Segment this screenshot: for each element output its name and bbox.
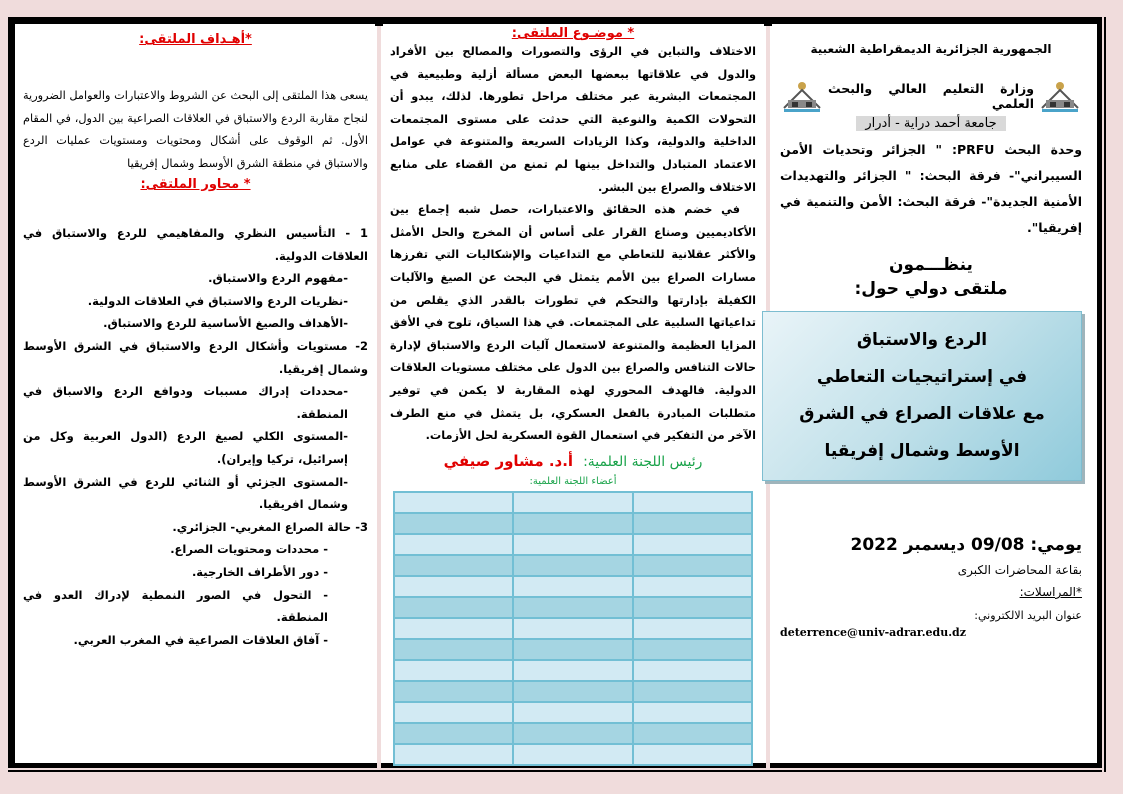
committee-chair-label: رئيس اللجنة العلمية: bbox=[583, 453, 703, 470]
members-table-cell bbox=[633, 702, 752, 723]
column-separator bbox=[377, 24, 381, 768]
left-panel bbox=[15, 24, 376, 763]
members-table-row bbox=[394, 723, 752, 744]
members-table-cell bbox=[394, 681, 513, 702]
column-separator-tick bbox=[375, 24, 383, 26]
members-table-cell bbox=[633, 513, 752, 534]
members-table-cell bbox=[394, 618, 513, 639]
topic-paragraph-2: في خضم هذه الحقائق والاعتبارات، حصل شبه إجماع بين الأكاديميين وصناع القرار على أساس أن المخرج والحل الأمثل والأكثر عقلانية للتعاطي مع التداعيات والإشكاليات التي تفرزها مسارات الصراع بين الأمم يتمثل في البحث عن الصيغ والآليات الكفيلة بإدارتها والتحكم في تطورات بالقدر الذي يقلص من تداعياتها السلبية على المجتمعات. في هذا السياق، تلوح في الأفق المزايا العظيمة والمتنوعة لاستعمال آليات الردع والاستباق لإدارة حالات التنافس والصراع بين الدول على مختلف مستويات العلاقات الدولية. فالهدف المحوري لهذه المقاربة لا يكمن في توفير متطلبات المبادرة بالفعل العسكري، بل يتمثل في منع الطرف الآخر من التفكير في استعمال القوة العسكرية لحل الأزمات. bbox=[390, 203, 756, 443]
contact-email[interactable]: deterrence@univ-adrar.edu.dz bbox=[780, 626, 966, 639]
members-table-row bbox=[394, 681, 752, 702]
members-table-cell bbox=[633, 723, 752, 744]
members-table-cell bbox=[633, 597, 752, 618]
conference-venue: بقاعة المحاضرات الكبرى bbox=[957, 563, 1082, 577]
members-table-cell bbox=[633, 576, 752, 597]
axis-item: -محددات إدراك مسببات ودوافع الردع والاسباق في المنطقة. bbox=[23, 384, 348, 421]
members-table-cell bbox=[394, 534, 513, 555]
objectives-text: يسعى هذا الملتقى إلى البحث عن الشروط والاعتبارات والعوامل الضرورية لنجاح مقاربة الردع والاستباق في العلاقات الصراعية بين الدول، في المقام الأول. ثم الوقوف على أشكال ومحتويات ومستويات عمليات الردع والاستباق في منطقة الشرق الأوسط وشمال إفريقيا bbox=[23, 89, 368, 170]
members-table-cell bbox=[513, 597, 632, 618]
members-table-cell bbox=[633, 681, 752, 702]
members-table-cell bbox=[394, 492, 513, 513]
members-table-cell bbox=[633, 660, 752, 681]
axis-item: - محددات ومحتويات الصراع. bbox=[170, 542, 328, 557]
members-table-row bbox=[394, 597, 752, 618]
conference-title-box bbox=[762, 311, 1082, 481]
members-table-cell bbox=[394, 723, 513, 744]
members-table-cell bbox=[513, 618, 632, 639]
axis-item: 2- مستويات وأشكال الردع والاستباق في الشرق الأوسط وشمال إفريقيا. bbox=[23, 338, 368, 376]
conference-title-line: في إستراتيجيات التعاطي bbox=[816, 367, 1028, 387]
conference-date: يومي: 09/08 ديسمبر 2022 bbox=[850, 535, 1082, 555]
members-table-cell bbox=[394, 597, 513, 618]
members-table-cell bbox=[394, 555, 513, 576]
members-table-cell bbox=[394, 576, 513, 597]
members-table-cell bbox=[394, 744, 513, 765]
members-table-row bbox=[394, 660, 752, 681]
members-table-cell bbox=[513, 723, 632, 744]
topic-heading: * موضـوع الملتقى: bbox=[511, 26, 635, 41]
axes-list bbox=[23, 222, 368, 651]
axis-item: - دور الأطراف الخارجية. bbox=[191, 564, 328, 579]
topic-paragraph-1: الاختلاف والتباين في الرؤى والتصورات والمصالح بين الأفراد والدول في علاقاتها ببعضها البعض مسألة أزلية وطبيعية في المجتمعات البشرية عبر مختلف مراحل تطورها. لذلك، يبدو أن التحولات الكمية والنوعية التي حدثت على مستوى المجتمعات الداخلية والدولية، وكذا الزيادات السريعة والمتنوعة في عوامل الاعتماد المتبادل والتداخل بينها لم تمنع من القضاء على منابع الاختلاف والصراع بين البشر. bbox=[390, 45, 756, 194]
email-label: عنوان البريد الالكتروني: bbox=[974, 609, 1082, 622]
axis-item: 1 - التأسيس النظري والمفاهيمي للردع والاستباق في العلاقات الدولية. bbox=[23, 226, 368, 263]
members-table-row bbox=[394, 513, 752, 534]
members-table-cell bbox=[513, 639, 632, 660]
members-table bbox=[393, 491, 753, 766]
members-table-cell bbox=[394, 702, 513, 723]
members-table-cell bbox=[394, 660, 513, 681]
axis-item: -نظريات الردع والاستباق في العلاقات الدولية. bbox=[87, 293, 348, 308]
members-table-cell bbox=[513, 576, 632, 597]
members-table-cell bbox=[633, 492, 752, 513]
members-table-cell bbox=[633, 555, 752, 576]
members-table-cell bbox=[513, 555, 632, 576]
axis-item: -الأهداف والصيغ الأساسية للردع والاستباق. bbox=[103, 316, 348, 331]
members-table-row bbox=[394, 618, 752, 639]
objectives-heading: *أهـداف الملتقى: bbox=[139, 32, 252, 47]
members-table-row bbox=[394, 576, 752, 597]
correspondence-heading: *المراسلات: bbox=[1019, 585, 1082, 599]
members-heading: أعضاء اللجنة العلمية: bbox=[529, 475, 617, 487]
conference-label: ملتقى دولي حول: bbox=[854, 279, 1008, 299]
members-table-row bbox=[394, 534, 752, 555]
axis-item: - التحول في الصور النمطية لإدراك العدو في المنطقة. bbox=[23, 587, 328, 625]
frame-double-line-bottom bbox=[8, 770, 1102, 772]
axis-item: -المستوى الجزئي أو الثنائي للردع في الشرق الأوسط وشمال افريقيا. bbox=[23, 474, 348, 512]
members-table-cell bbox=[633, 534, 752, 555]
members-table-row bbox=[394, 492, 752, 513]
university-name: جامعة أحمد دراية - أدرار bbox=[856, 116, 1006, 131]
frame-double-line-right bbox=[1104, 17, 1106, 772]
research-unit-text: وحدة البحث PRFU: " الجزائر وتحديات الأمن السيبراني"- فرقة البحث: " الجزائر والتهديدات الأمنية الجديدة"- فرقة البحث: الأمن والتنمية في إفريقيا". bbox=[780, 142, 1082, 235]
members-table-cell bbox=[633, 639, 752, 660]
members-table-cell bbox=[513, 513, 632, 534]
committee-chair bbox=[390, 452, 756, 470]
ministry-row bbox=[780, 78, 1082, 114]
conference-title-line: الردع والاستباق bbox=[856, 330, 988, 350]
members-table-cell bbox=[394, 639, 513, 660]
axis-item: 3- حالة الصراع المغربي- الجزائري. bbox=[172, 519, 368, 534]
members-table-row bbox=[394, 702, 752, 723]
members-table-cell bbox=[513, 534, 632, 555]
axis-item: -مفهوم الردع والاستباق. bbox=[208, 271, 348, 286]
middle-panel bbox=[384, 24, 764, 763]
members-table-cell bbox=[513, 660, 632, 681]
republic-title: الجمهورية الجزائرية الديمقراطية الشعبية bbox=[810, 42, 1052, 56]
right-panel bbox=[772, 24, 1092, 763]
members-table-row bbox=[394, 744, 752, 765]
members-table-row bbox=[394, 555, 752, 576]
conference-title-line: الأوسط وشمال إفريقيا bbox=[824, 441, 1020, 461]
university-logo-icon bbox=[780, 78, 824, 114]
members-table-cell bbox=[513, 492, 632, 513]
axis-item: -المستوى الكلي لصيغ الردع (الدول العربية وكل من إسرائيل، تركيا وإيران). bbox=[23, 429, 348, 466]
conference-title-line: مع علاقات الصراع في الشرق bbox=[799, 404, 1045, 424]
axis-item: - آفاق العلاقات الصراعية في المغرب العربي. bbox=[73, 632, 328, 647]
members-table-row bbox=[394, 639, 752, 660]
members-table-cell bbox=[513, 744, 632, 765]
members-table-cell bbox=[633, 618, 752, 639]
axes-heading: * محاور الملتقى: bbox=[140, 177, 251, 192]
members-table-cell bbox=[513, 681, 632, 702]
organize-label: ينظـــمون bbox=[889, 255, 973, 275]
ministry-title: وزارة التعليم العالي والبحث العلمي bbox=[828, 81, 1034, 111]
committee-chair-name: أ.د. مشاور صيفي bbox=[443, 451, 574, 470]
members-table-cell bbox=[394, 513, 513, 534]
column-separator-tick bbox=[764, 24, 772, 26]
university-logo-icon bbox=[1038, 78, 1082, 114]
members-table-cell bbox=[513, 702, 632, 723]
members-table-cell bbox=[633, 744, 752, 765]
